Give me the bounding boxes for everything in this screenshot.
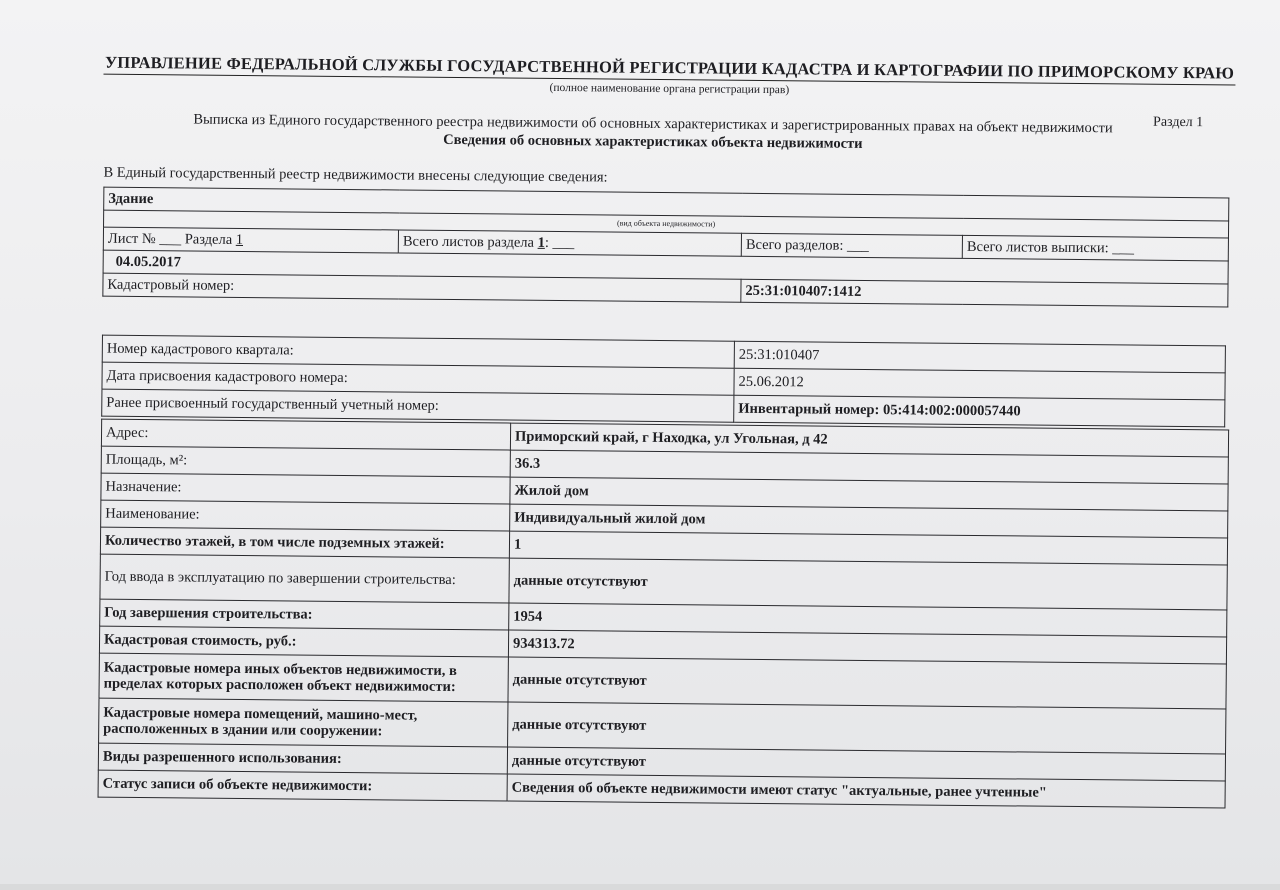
total-sheets-suffix: : ___ [544, 234, 575, 252]
row-label: Номер кадастрового квартала: [102, 335, 734, 368]
row-value: Инвентарный номер: 05:414:002:000057440 [734, 395, 1225, 427]
row-label: Адрес: [101, 419, 510, 450]
row-label: Год ввода в эксплуатацию по завершении строительства: [100, 554, 509, 603]
org-name-note: (полное наименование органа регистрации прав) [549, 81, 790, 97]
row-label: Дата присвоения кадастрового номера: [102, 362, 734, 395]
quarter-table [101, 335, 1226, 428]
sheet-number-cell [103, 227, 398, 253]
org-name: УПРАВЛЕНИЕ ФЕДЕРАЛЬНОЙ СЛУЖБЫ ГОСУДАРСТВЕННОЙ РЕГИСТРАЦИИ КАДАСТРА И КАРТОГРАФИИ ПО ПРИМОРСКОМУ КРАЮ [103, 53, 1235, 86]
intro-text: В Единый государственный реестр недвижимости внесены следующие сведения: [103, 164, 608, 186]
row-value: 25:31:010407 [734, 341, 1225, 373]
row-value: Жилой дом [510, 477, 1228, 511]
row-value: данные отсутствуют [509, 558, 1227, 610]
row-label: Виды разрешенного использования: [98, 743, 507, 774]
row-label: Количество этажей, в том числе подземных этажей: [100, 527, 509, 558]
total-extract-sheets-cell: Всего листов выписки: ___ [962, 235, 1228, 261]
sheet-section-number: 1 [235, 231, 244, 248]
row-value: Сведения об объекте недвижимости имеют статус "актуальные, ранее учтенные" [507, 774, 1225, 808]
row-label: Кадастровые номера помещений, машино-мест, расположенных в здании или сооружении: [99, 698, 508, 747]
row-value: данные отсутствуют [507, 747, 1225, 781]
row-label: Статус записи об объекте недвижимости: [98, 770, 507, 801]
object-type-note: (вид объекта недвижимости) [104, 210, 1229, 238]
row-value: 1 [509, 531, 1227, 565]
object-type: Здание [104, 187, 1229, 221]
total-sections-cell: Всего разделов: ___ [741, 233, 962, 258]
row-value: 1954 [509, 603, 1227, 637]
row-value: Приморский край, г Находка, ул Угольная, д 42 [510, 423, 1228, 457]
total-sheets-cell [398, 230, 741, 256]
extract-title: Выписка из Единого государственного реестра недвижимости об основных характеристиках и зарегистрированных правах на объект недвижимости [193, 111, 1113, 137]
total-sheets-value: 1 [537, 234, 545, 251]
cadastral-number-label: Кадастровый номер: [103, 273, 741, 302]
object-header-table [102, 187, 1229, 308]
row-value: 36.3 [510, 450, 1228, 484]
row-value: данные отсутствуют [508, 657, 1226, 709]
total-sheets-label: Всего листов раздела [402, 233, 535, 251]
row-label: Ранее присвоенный государственный учетный номер: [102, 389, 734, 422]
extract-subtitle: Сведения об основных характеристиках объекта недвижимости [443, 131, 863, 152]
row-value: 934313.72 [508, 630, 1226, 664]
row-label: Наименование: [101, 500, 510, 531]
details-table [98, 419, 1230, 809]
section-label: Раздел 1 [1153, 114, 1204, 131]
extract-date: 04.05.2017 [103, 250, 1228, 284]
row-label: Назначение: [101, 473, 510, 504]
row-label: Площадь, м²: [101, 446, 510, 477]
sheet-number-label: Лист № ___ Раздела [107, 230, 233, 248]
row-label: Кадастровая стоимость, руб.: [99, 626, 508, 657]
cadastral-number-value: 25:31:010407:1412 [741, 279, 1228, 307]
row-label: Кадастровые номера иных объектов недвижимости, в пределах которых расположен объект недвижимости: [99, 653, 508, 702]
row-label: Год завершения строительства: [100, 599, 509, 630]
row-value: 25.06.2012 [734, 368, 1225, 400]
row-value: данные отсутствуют [508, 702, 1226, 754]
row-value: Индивидуальный жилой дом [510, 504, 1228, 538]
